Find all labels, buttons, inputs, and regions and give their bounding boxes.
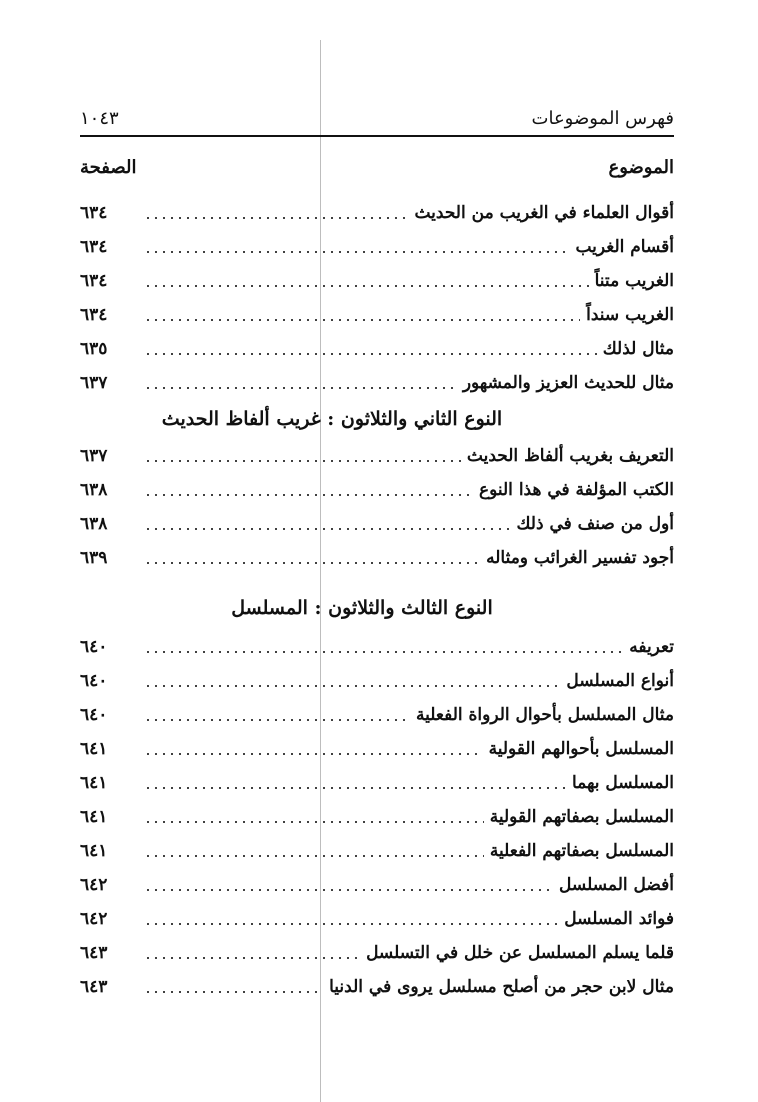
entry-page-number: ٦٤٢ [80,875,108,895]
entry-page-number: ٦٣٨ [80,514,108,534]
index-entry [80,768,674,798]
index-entry [80,700,674,730]
dot-leader [144,957,360,959]
entry-page-number: ٦٣٤ [80,271,108,291]
index-entry [80,232,674,262]
entry-page-number: ٦٤١ [80,841,108,861]
index-entry [80,266,674,296]
entry-page-number: ٦٣٤ [80,305,108,325]
entry-page-number: ٦٤٣ [80,977,108,997]
dot-leader [144,319,580,321]
index-entry [80,475,674,505]
dot-leader [144,251,569,253]
entry-title: مثال لابن حجر من أصلح مسلسل يروى في الدنيا [329,977,674,997]
section-heading-33: النوع الثالث والثلاثون : المسلسل [231,597,493,619]
dot-leader [144,923,558,925]
index-entry [80,802,674,832]
entry-title: الغريب سنداً [586,305,674,325]
dot-leader [144,821,484,823]
entry-title: أجود تفسير الغرائب ومثاله [486,548,674,568]
entry-title: أقسام الغريب [575,237,674,257]
index-entry [80,368,674,398]
entry-page-number: ٦٤١ [80,807,108,827]
index-entry [80,904,674,934]
entry-title: الغريب متناً [594,271,674,291]
section-heading-32: النوع الثاني والثلاثون : غريب ألفاظ الحديث [161,408,503,430]
dot-leader [144,494,473,496]
running-title: فهرس الموضوعات [531,107,674,129]
dot-leader [144,353,597,355]
dot-leader [144,460,461,462]
index-entry [80,972,674,1002]
dot-leader [144,889,553,891]
header-rule [80,135,674,137]
entry-page-number: ٦٣٧ [80,446,108,466]
entry-page-number: ٦٤٢ [80,909,108,929]
entry-title: أنواع المسلسل [566,671,674,691]
entry-title: مثال المسلسل بأحوال الرواة الفعلية [416,705,674,725]
entry-page-number: ٦٣٨ [80,480,108,500]
page-column-heading: الصفحة [80,156,137,178]
entry-page-number: ٦٤٣ [80,943,108,963]
entry-title: مثال لذلك [602,339,674,359]
index-entry [80,543,674,573]
entry-title: أفضل المسلسل [559,875,674,895]
entry-page-number: ٦٤٠ [80,671,108,691]
dot-leader [144,685,560,687]
index-entry [80,509,674,539]
index-entry [80,870,674,900]
entry-title: المسلسل بصفاتهم الفعلية [489,841,674,861]
dot-leader [144,387,457,389]
dot-leader [144,562,480,564]
entry-title: المسلسل بهما [571,773,674,793]
entry-title: الكتب المؤلفة في هذا النوع [478,480,674,500]
dot-leader [144,855,484,857]
entry-page-number: ٦٤١ [80,739,108,759]
entry-title: تعريفه [629,637,674,657]
index-page [80,0,674,1102]
column-headings [80,150,674,184]
index-entry [80,836,674,866]
index-entry [80,734,674,764]
entry-page-number: ٦٣٧ [80,373,108,393]
entry-page-number: ٦٤١ [80,773,108,793]
entry-page-number: ٦٣٤ [80,237,108,257]
dot-leader [144,753,483,755]
entry-page-number: ٦٤٠ [80,705,108,725]
entry-title: قلما يسلم المسلسل عن خلل في التسلسل [366,943,674,963]
index-entry [80,441,674,471]
entry-title: المسلسل بصفاتهم القولية [489,807,674,827]
index-entry [80,666,674,696]
entry-page-number: ٦٣٥ [80,339,108,359]
index-entry [80,632,674,662]
entry-title: المسلسل بأحوالهم القولية [488,739,674,759]
entry-title: أقوال العلماء في الغريب من الحديث [414,203,674,223]
dot-leader [144,991,323,993]
entry-title: فوائد المسلسل [564,909,674,929]
entry-title: مثال للحديث العزيز والمشهور [462,373,674,393]
running-header [80,103,674,133]
topic-column-heading: الموضوع [608,156,674,178]
dot-leader [144,651,623,653]
index-entry [80,334,674,364]
entry-page-number: ٦٤٠ [80,637,108,657]
entry-page-number: ٦٣٩ [80,548,108,568]
entry-page-number: ٦٣٤ [80,203,108,223]
dot-leader [144,285,589,287]
dot-leader [144,217,408,219]
entry-title: أول من صنف في ذلك [516,514,674,534]
dot-leader [144,787,566,789]
page-number: ١٠٤٣ [80,107,119,129]
entry-title: التعريف بغريب ألفاظ الحديث [466,446,674,466]
index-entry [80,198,674,228]
dot-leader [144,719,410,721]
index-entry [80,300,674,330]
index-entry [80,938,674,968]
dot-leader [144,528,510,530]
